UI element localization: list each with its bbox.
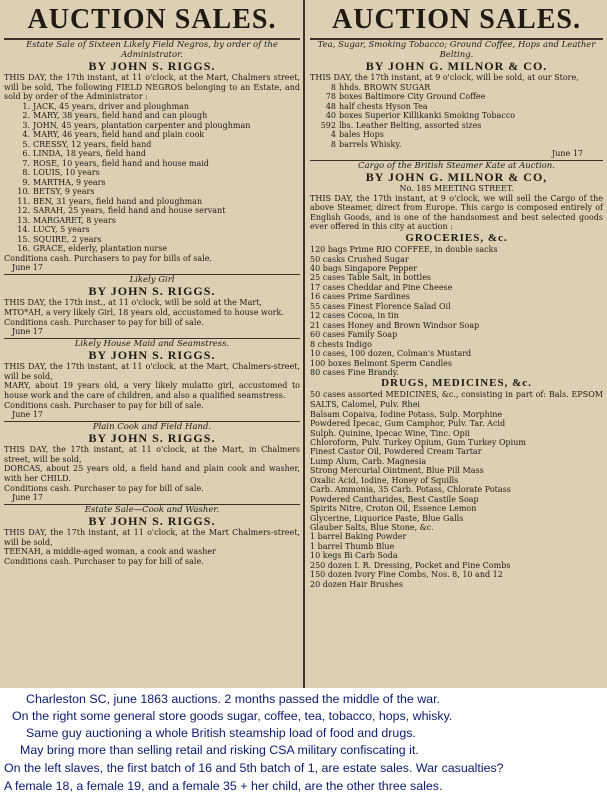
ad-estate-sale [4,41,300,273]
ad-description: TEENAH, a middle-aged woman, a cook and washer [4,547,216,557]
list-item: Glauber Salts, Blue Stone, &c. [310,523,434,533]
list-item: 7. ROSE, 10 years, field hand and house maid [22,158,209,168]
list-item: 9. MARTHA, 9 years [22,177,106,187]
list-item: 17 cases Cheddar and Pine Cheese [310,282,453,292]
list-item: 48 half chests Hyson Tea [325,101,428,111]
auctioneer: BY JOHN S. RIGGS. [88,284,216,299]
list-item: Carb. Ammonia, 35 Carb. Potass, Chlorate Potass [310,485,511,495]
ad-heading: Estate Sale of Sixteen Likely Field Negros, by order of the Administrator. [26,40,278,60]
list-item: 40 boxes Superior Killikanki Smoking Tobacco [325,111,516,121]
ad-likely-girl [4,276,300,337]
list-item: 1 barrel Thumb Blue [310,541,395,551]
drugs-intro: 50 cases assorted MEDICINES, &c., consisting in part of: Bals. EPSOM SALTS, Calomel, Pulv. Rhei [310,390,603,409]
right-column [306,0,607,688]
list-item: 16 cases Prime Sardines [310,292,410,302]
ad-date: June 17 [12,493,43,503]
list-item: 120 bags Prime RIO COFFEE, in double sacks [310,245,498,255]
list-item: 50 casks Crushed Sugar [310,254,409,264]
list-item: 2. MARY, 38 years, field hand and can plough [22,111,208,121]
list-item: 5. CRESSY, 12 years, field hand [22,139,152,149]
ad-house-maid [4,340,300,420]
list-item: 8 chests Indigo [310,339,372,349]
ad-body: THIS DAY, the 17th instant, at 9 o'clock, we will sell the Cargo of the above Steamer, direct from Europe. This cargo is composed entirely of English Goods, and is one of the handsomest and best selected goods ever offered in this city at auction : [310,193,603,232]
drugs-heading: DRUGS, MEDICINES, &c. [381,377,532,390]
auctioneer: BY JOHN S. RIGGS. [88,514,216,529]
list-item: Powdered Ipecac, Gum Camphor, Pulv. Tar. Acid [310,419,506,429]
auctioneer: BY JOHN S. RIGGS. [88,348,216,363]
conditions: Conditions cash. Purchasers to pay for bills of sale. [4,253,212,263]
list-item: 60 cases Family Soap [310,330,398,340]
list-item: Balsam Copaiva, Iodine Potass, Sulp. Morphine [310,409,503,419]
list-item: 3. JOHN, 45 years, plantation carpenter and ploughman [22,120,251,130]
ad-steamer-cargo [310,162,603,590]
list-item: 8 hhds. BROWN SUGAR [330,82,431,92]
list-item: Finest Castor Oil, Powdered Cream Tartar [310,447,482,457]
ad-description: MTO*AH, a very likely Girl, 18 years old, accustomed to house work. [4,307,284,317]
list-item: 11. BEN, 31 years, field hand and ploughman [17,196,203,206]
list-item: 8. LOUIS, 10 years [22,168,100,178]
caption-line-4: May bring more than selling retail and risking CSA military confiscating it. [20,743,419,757]
list-item: Sulph. Quinine, Ipecac Wine, Tinc. Opii [310,428,470,438]
list-item: 14. LUCY, 5 years [17,225,90,235]
list-item: 150 dozen Ivory Fine Combs, Nos. 8, 10 and 12 [310,570,503,580]
ad-general-goods [310,41,603,159]
list-item: 4 bales Hops [330,130,384,140]
ad-date: June 17 [12,263,43,273]
list-item: 15. SQUIRE, 2 years [17,234,102,244]
list-item: 13. MARGARET, 8 years [17,215,116,225]
ad-body: THIS DAY, the 17th instant, at 9 o'clock, will be sold, at our Store, [310,73,579,82]
masthead-right: AUCTION SALES. [332,4,581,35]
list-item: 8 barrels Whisky. [330,139,402,149]
list-item: Strong Mercurial Ointment, Blue Pill Mass [310,466,484,476]
ad-heading: Tea, Sugar, Smoking Tobacco; Ground Coffee, Hops and Leather Belting. [317,40,596,60]
list-item: 80 cases Fine Brandy. [310,367,399,377]
list-item: 10 cases, 100 dozen, Colman's Mustard [310,349,472,359]
list [310,83,603,150]
ad-body: THIS DAY, the 17th instant, at 11 o'clock, at the Mart, in Chalmers street, will be sold, [4,445,300,464]
auctioneer-address: No. 185 MEETING STREET. [399,184,514,194]
ad-date: June 17 [552,149,583,159]
list-item: 12. SARAH, 25 years, field hand and house servant [17,206,226,216]
caption-line-1: Charleston SC, june 1863 auctions. 2 months passed the middle of the war. [26,692,440,706]
caption-line-2: On the right some general store goods sugar, coffee, tea, tobacco, hops, whisky. [12,709,453,723]
list-item: Oxalic Acid, Iodine, Honey of Squills [310,475,459,485]
list-item: 12 cases Cocoa, in tin [310,311,399,321]
list-item: 1 barrel Baking Powder [310,532,407,542]
drugs-list [310,410,603,590]
ad-body: THIS DAY, the 17th instant, at 11 o'clock, at the Mart, Chalmers-street, will be sold, [4,362,300,381]
list-item: Glycerine, Liquorice Paste, Blue Galls [310,513,464,523]
list-item: Spirits Nitre, Croton Oil, Essence Lemon [310,504,477,514]
conditions: Conditions cash. Purchaser to pay for bill of sale. [4,400,204,410]
ad-heading: Likely Girl [129,274,175,285]
conditions: Conditions cash. Purchaser to pay for bill of sale. [4,556,204,566]
ad-date: June 17 [12,327,43,337]
auctioneer: BY JOHN S. RIGGS. [88,431,216,446]
groceries-heading: GROCERIES, &c. [405,232,508,245]
column-divider [303,0,305,688]
list-item: 592 lbs. Leather Belting, assorted sizes [320,120,482,130]
list-item: 1. JACK, 45 years, driver and ploughman [22,101,190,111]
list-item: 16. GRACE, elderly, plantation nurse [17,244,168,254]
list [4,102,300,254]
list-item: 40 bags Singapore Pepper [310,263,418,273]
ad-description: MARY, about 19 years old, a very likely mulatto girl, accustomed to house work and the care of children, and also a qualified seamstress. [4,381,300,400]
ad-heading: Plain Cook and Field Hand. [92,421,212,432]
list-item: 250 dozen I. R. Dressing, Pocket and Fine Combs [310,560,511,570]
list-item: Chloroform, Pulv. Turkey Opium, Gum Turkey Opium [310,437,526,447]
auctioneer: BY JOHN S. RIGGS. [88,59,216,73]
list-item: 100 boxes Belmont Sperm Candles [310,358,452,368]
list-item: 20 dozen Hair Brushes [310,579,403,589]
list-item: Lump Alum, Carb. Magnesia [310,456,427,466]
list-item: Powdered Cantharides, Best Castile Soap [310,494,479,504]
caption-line-5: On the left slaves, the first batch of 16 and 5th batch of 1, are estate sales. War casualties? [4,761,504,775]
conditions: Conditions cash. Purchaser to pay for bill of sale. [4,483,204,493]
list-item: 6. LINDA, 18 years, field hand [22,149,146,159]
auctioneer: BY JOHN G. MILNOR & CO, [365,170,548,185]
ad-body: THIS DAY, the 17th inst., at 11 o'clock, will be sold at the Mart, [4,298,262,308]
ad-cook-washer [4,506,300,567]
caption [0,688,607,800]
left-column [0,0,304,688]
ad-body: THIS DAY, the 17th instant, at 11 o'clock, at the Mart Chalmers-street, will be sold, [4,528,300,547]
conditions: Conditions cash. Purchaser to pay for bill of sale. [4,317,204,327]
masthead-left: AUCTION SALES. [27,4,277,35]
ad-plain-cook [4,423,300,503]
ad-heading: Cargo of the British Steamer Kate at Auction. [358,160,555,171]
list-item: 55 cases Finest Florence Salad Oil [310,301,451,311]
list-item: 10 kegs Bi Carb Soda [310,551,398,561]
caption-line-6: A female 18, a female 19, and a female 35 + her child, are the other three sales. [4,779,443,793]
auctioneer: BY JOHN G. MILNOR & CO. [365,59,548,73]
groceries-list [310,245,603,377]
list-item: 10. BETSY, 9 years [17,187,95,197]
list-item: 4. MARY, 46 years, field hand and plain cook [22,130,205,140]
caption-line-3: Same guy auctioning a whole British steamship load of food and drugs. [26,726,416,740]
ad-heading: Likely House Maid and Seamstress. [74,338,230,349]
ad-date: June 17 [12,410,43,420]
list-item: 78 boxes Baltimore City Ground Coffee [325,92,486,102]
ad-heading: Estate Sale—Cook and Washer. [84,504,220,515]
list-item: 21 cases Honey and Brown Windsor Soap [310,320,480,330]
list-item: 25 cases Table Salt, in bottles [310,273,432,283]
ad-body: THIS DAY, the 17th instant, at 11 o'clock, at the Mart, Chalmers street, will be sold, The following FIELD NEGROS belonging to an Estate, and sold by order of the Administrator : [4,73,300,102]
ad-description: DORCAS, about 25 years old, a field hand and plain cook and washer, with her CHILD. [4,464,300,483]
